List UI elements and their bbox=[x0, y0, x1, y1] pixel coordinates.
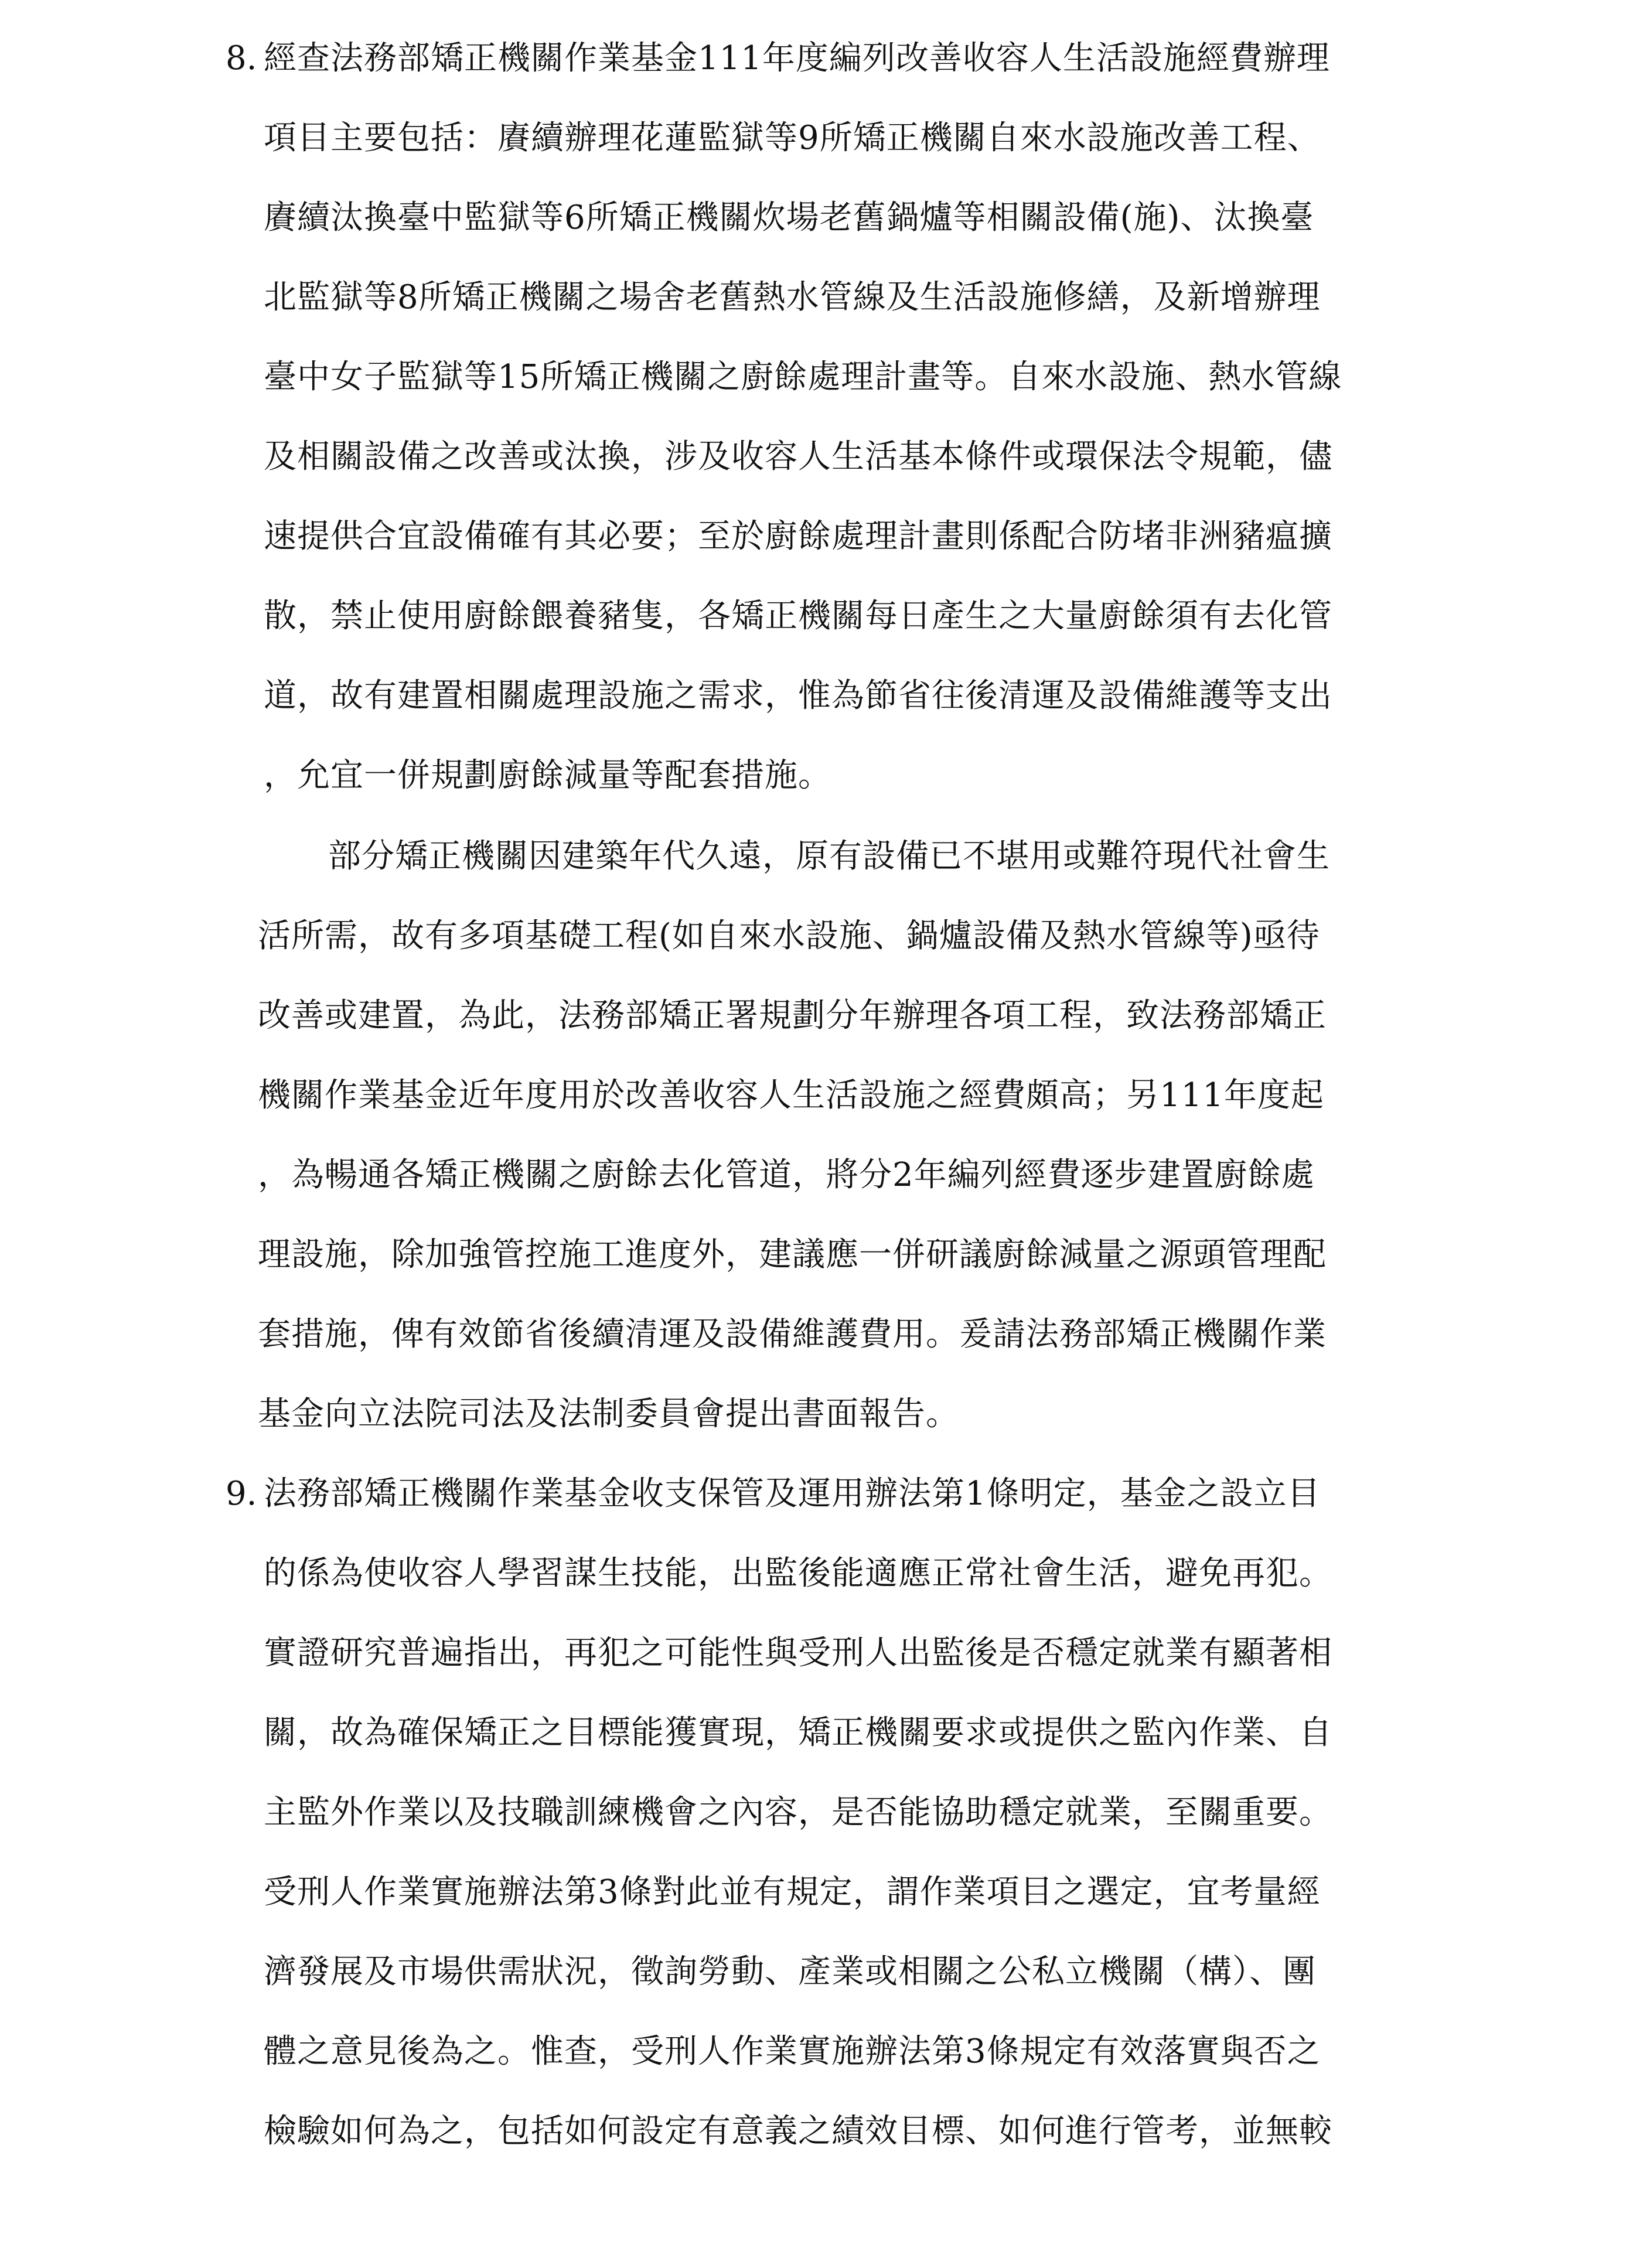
item-8-line-5: 臺中女子監獄等15所矯正機關之廚餘處理計畫等。自來水設施、熱水管線 bbox=[264, 358, 1342, 396]
item-9-line-9: 檢驗如何為之，包括如何設定有意義之績效目標、如何進行管考，並無較 bbox=[264, 2112, 1332, 2150]
item-8-number: 8. bbox=[226, 39, 257, 77]
item-8-line-1: 經查法務部矯正機關作業基金111年度編列改善收容人生活設施經費辦理 bbox=[264, 39, 1330, 77]
item-8-line-7: 速提供合宜設備確有其必要；至於廚餘處理計畫則係配合防堵非洲豬瘟擴 bbox=[264, 517, 1332, 555]
item-9-line-8: 體之意見後為之。惟查，受刑人作業實施辦法第3條規定有效落實與否之 bbox=[264, 2032, 1321, 2071]
item-8-line-6: 及相關設備之改善或汰換，涉及收容人生活基本條件或環保法令規範，儘 bbox=[264, 438, 1332, 476]
paragraph-2-line-1: 部分矯正機關因建築年代久遠，原有設備已不堪用或難符現代社會生 bbox=[328, 837, 1330, 875]
item-9-line-3: 實證研究普遍指出，再犯之可能性與受刑人出監後是否穩定就業有顯著相 bbox=[264, 1634, 1332, 1672]
paragraph-2-line-5: ，為暢通各矯正機關之廚餘去化管道，將分2年編列經費逐步建置廚餘處 bbox=[258, 1156, 1315, 1194]
item-9-number: 9. bbox=[226, 1475, 257, 1513]
item-9-line-1: 法務部矯正機關作業基金收支保管及運用辦法第1條明定，基金之設立目 bbox=[264, 1475, 1321, 1513]
paragraph-2-line-4: 機關作業基金近年度用於改善收容人生活設施之經費頗高；另111年度起 bbox=[258, 1076, 1324, 1114]
item-9-line-7: 濟發展及市場供需狀況，徵詢勞動、產業或相關之公私立機關（構）、團 bbox=[264, 1953, 1316, 1991]
paragraph-2-line-7: 套措施，俾有效節省後續清運及設備維護費用。爰請法務部矯正機關作業 bbox=[258, 1315, 1327, 1353]
paragraph-2-line-8: 基金向立法院司法及法制委員會提出書面報告。 bbox=[258, 1395, 959, 1433]
paragraph-2-line-3: 改善或建置，為此，法務部矯正署規劃分年辦理各項工程，致法務部矯正 bbox=[258, 997, 1327, 1035]
paragraph-2-line-2: 活所需，故有多項基礎工程(如自來水設施、鍋爐設備及熱水管線等)亟待 bbox=[258, 917, 1320, 955]
item-9-line-4: 關，故為確保矯正之目標能獲實現，矯正機關要求或提供之監內作業、自 bbox=[264, 1714, 1332, 1752]
item-8-line-8: 散，禁止使用廚餘餵養豬隻，各矯正機關每日產生之大量廚餘須有去化管 bbox=[264, 597, 1332, 635]
item-8-line-3: 賡續汰換臺中監獄等6所矯正機關炊場老舊鍋爐等相關設備(施)、汰換臺 bbox=[264, 199, 1314, 237]
item-8-line-10: ，允宜一併規劃廚餘減量等配套措施。 bbox=[264, 756, 831, 794]
item-9-line-2: 的係為使收容人學習謀生技能，出監後能適應正常社會生活，避免再犯。 bbox=[264, 1554, 1332, 1592]
item-8-line-9: 道，故有建置相關處理設施之需求，惟為節省往後清運及設備維護等支出 bbox=[264, 677, 1332, 715]
item-9-line-5: 主監外作業以及技職訓練機會之內容，是否能協助穩定就業，至關重要。 bbox=[264, 1793, 1332, 1832]
item-9-line-6: 受刑人作業實施辦法第3條對此並有規定，謂作業項目之選定，宜考量經 bbox=[264, 1873, 1321, 1911]
paragraph-2-line-6: 理設施，除加強管控施工進度外，建議應一併研議廚餘減量之源頭管理配 bbox=[258, 1236, 1327, 1274]
item-8-line-4: 北監獄等8所矯正機關之場舍老舊熱水管線及生活設施修繕，及新增辦理 bbox=[264, 278, 1321, 316]
item-8-line-2: 項目主要包括：賡續辦理花蓮監獄等9所矯正機關自來水設施改善工程、 bbox=[264, 119, 1321, 157]
